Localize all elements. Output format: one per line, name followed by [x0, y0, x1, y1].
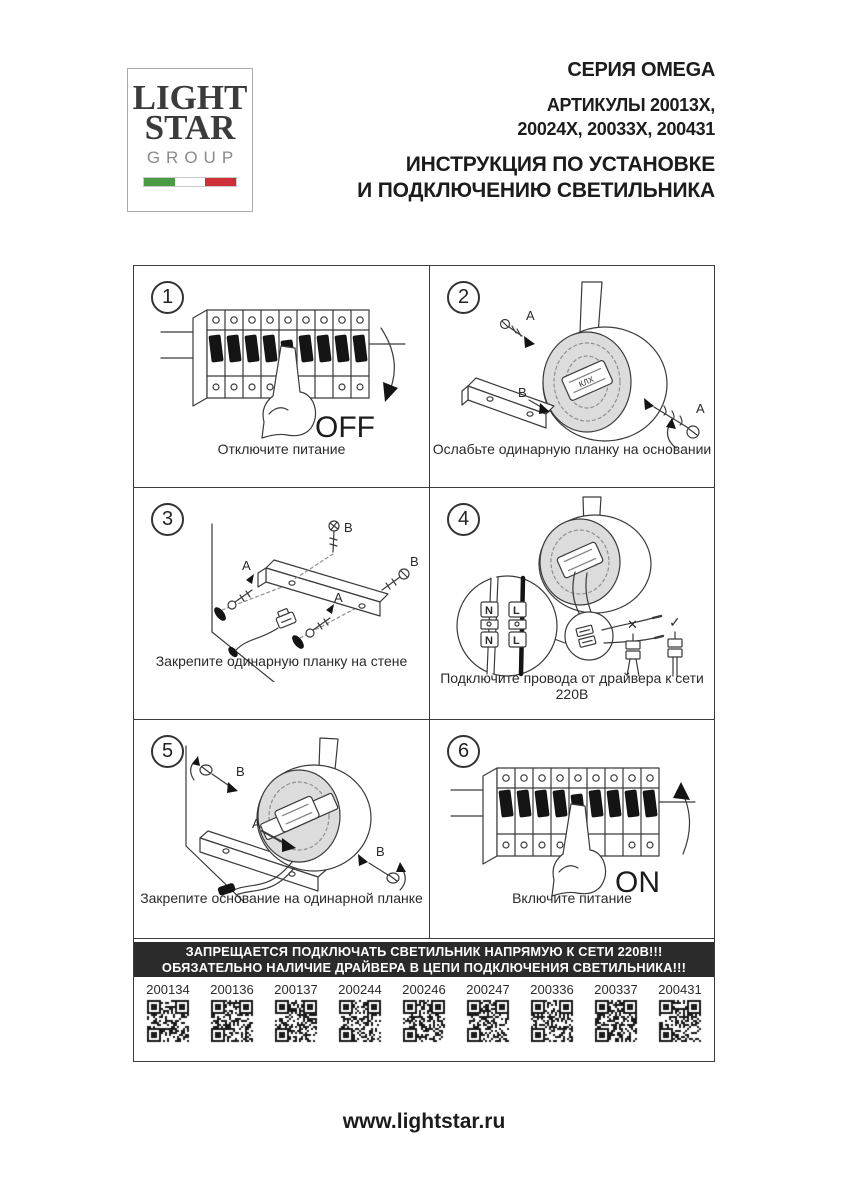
fix-base-illustration — [142, 734, 422, 916]
flag-white — [175, 178, 206, 186]
qr-code-image — [337, 998, 383, 1044]
qr-code-image — [209, 998, 255, 1044]
article-number: 200136 — [210, 982, 254, 997]
qr-item — [585, 982, 647, 1061]
step-2-panel — [430, 266, 714, 488]
article-number: 200134 — [146, 982, 190, 997]
label-a-2: A — [696, 401, 705, 416]
label-a-1: A — [526, 308, 535, 323]
articles-line1: АРТИКУЛЫ 20013Х, — [546, 95, 715, 115]
qr-item — [521, 982, 583, 1061]
step-4-number: 4 — [447, 503, 480, 536]
terminal-l-bottom: L — [513, 635, 520, 647]
qr-code-row — [134, 977, 714, 1061]
step-1-panel — [134, 266, 430, 488]
article-number: 200337 — [594, 982, 638, 997]
article-number: 200244 — [338, 982, 382, 997]
terminal-l-top: L — [513, 605, 520, 617]
label-a: A — [251, 816, 261, 831]
label-a-1: A — [241, 558, 251, 573]
instruction-grid — [133, 265, 715, 1062]
doc-title-line2: И ПОДКЛЮЧЕНИЮ СВЕТИЛЬНИКА — [357, 179, 715, 202]
label-a-2: A — [333, 590, 343, 605]
step-3-caption: Закрепите одинарную планку на стене — [155, 653, 408, 669]
series-title: СЕРИЯ OMEGA — [567, 59, 715, 81]
terminal-block-label: КЛХ — [577, 374, 596, 390]
website-url: www.lightstar.ru — [342, 1110, 506, 1133]
flag-green — [144, 178, 175, 186]
wrong-mark: ✕ — [627, 617, 638, 632]
lightstar-logo — [127, 68, 253, 212]
header-titles — [357, 58, 715, 204]
connect-wires-illustration — [437, 496, 707, 684]
article-number: 200336 — [530, 982, 574, 997]
article-number: 200137 — [274, 982, 318, 997]
flag-red — [205, 178, 236, 186]
italian-flag-icon — [143, 177, 237, 187]
on-label: ON — [615, 866, 660, 899]
doc-title-line1: ИНСТРУКЦИЯ ПО УСТАНОВКЕ — [405, 153, 715, 176]
terminal-n-bottom: N — [485, 635, 493, 647]
qr-item — [393, 982, 455, 1061]
step-5-caption: Закрепите основание на одинарной планке — [140, 890, 423, 906]
label-b-2: B — [409, 554, 419, 569]
step-6-number: 6 — [447, 735, 480, 768]
logo-group: GROUP — [146, 148, 240, 167]
step-4-panel — [430, 488, 714, 720]
breaker-off-illustration — [157, 284, 407, 454]
qr-item — [137, 982, 199, 1061]
label-b-1: B — [518, 385, 527, 400]
logo-light: LIGHT — [132, 78, 248, 117]
check-mark: ✓ — [669, 614, 681, 630]
qr-item — [329, 982, 391, 1061]
off-label: OFF — [314, 411, 375, 444]
breaker-on-illustration — [447, 742, 697, 912]
step-6-panel — [430, 720, 714, 939]
qr-code-image — [401, 998, 447, 1044]
step-1-caption: Отключите питание — [217, 441, 346, 457]
step-5-number: 5 — [151, 735, 184, 768]
terminal-n-top: N — [485, 605, 493, 617]
qr-item — [457, 982, 519, 1061]
step-2-number: 2 — [447, 281, 480, 314]
article-number: 200246 — [402, 982, 446, 997]
warning-line2: ОБЯЗАТЕЛЬНО НАЛИЧИЕ ДРАЙВЕРА В ЦЕПИ ПОДКЛЮЧЕНИЯ СВЕТИЛЬНИКА!!! — [161, 960, 687, 975]
qr-item — [649, 982, 711, 1061]
label-b-2: B — [375, 844, 385, 859]
warning-line1: ЗАПРЕЩАЕТСЯ ПОДКЛЮЧАТЬ СВЕТИЛЬНИК НАПРЯМУЮ К СЕТИ 220В!!! — [185, 944, 663, 959]
qr-code-image — [657, 998, 703, 1044]
warning-banner — [134, 942, 714, 977]
step-3-number: 3 — [151, 503, 184, 536]
article-number: 200247 — [466, 982, 510, 997]
logo-star: STAR — [144, 108, 236, 147]
qr-code-image — [273, 998, 319, 1044]
step-6-caption: Включите питание — [512, 890, 632, 906]
articles-line2: 20024Х, 20033Х, 200431 — [517, 119, 715, 139]
qr-code-image — [465, 998, 511, 1044]
label-b-1: B — [343, 520, 353, 535]
qr-code-image — [145, 998, 191, 1044]
qr-code-image — [529, 998, 575, 1044]
label-b-1: B — [235, 764, 245, 779]
step-2-caption: Ослабьте одинарную планку на основании — [432, 441, 712, 457]
article-number: 200431 — [658, 982, 702, 997]
step-4-caption: Подключите провода от драйвера к сети 220В — [440, 670, 704, 702]
loosen-bracket-illustration — [432, 280, 712, 466]
qr-item — [201, 982, 263, 1061]
qr-code-image — [593, 998, 639, 1044]
step-1-number: 1 — [151, 281, 184, 314]
step-5-panel — [134, 720, 430, 939]
qr-item — [265, 982, 327, 1061]
step-3-panel — [134, 488, 430, 720]
